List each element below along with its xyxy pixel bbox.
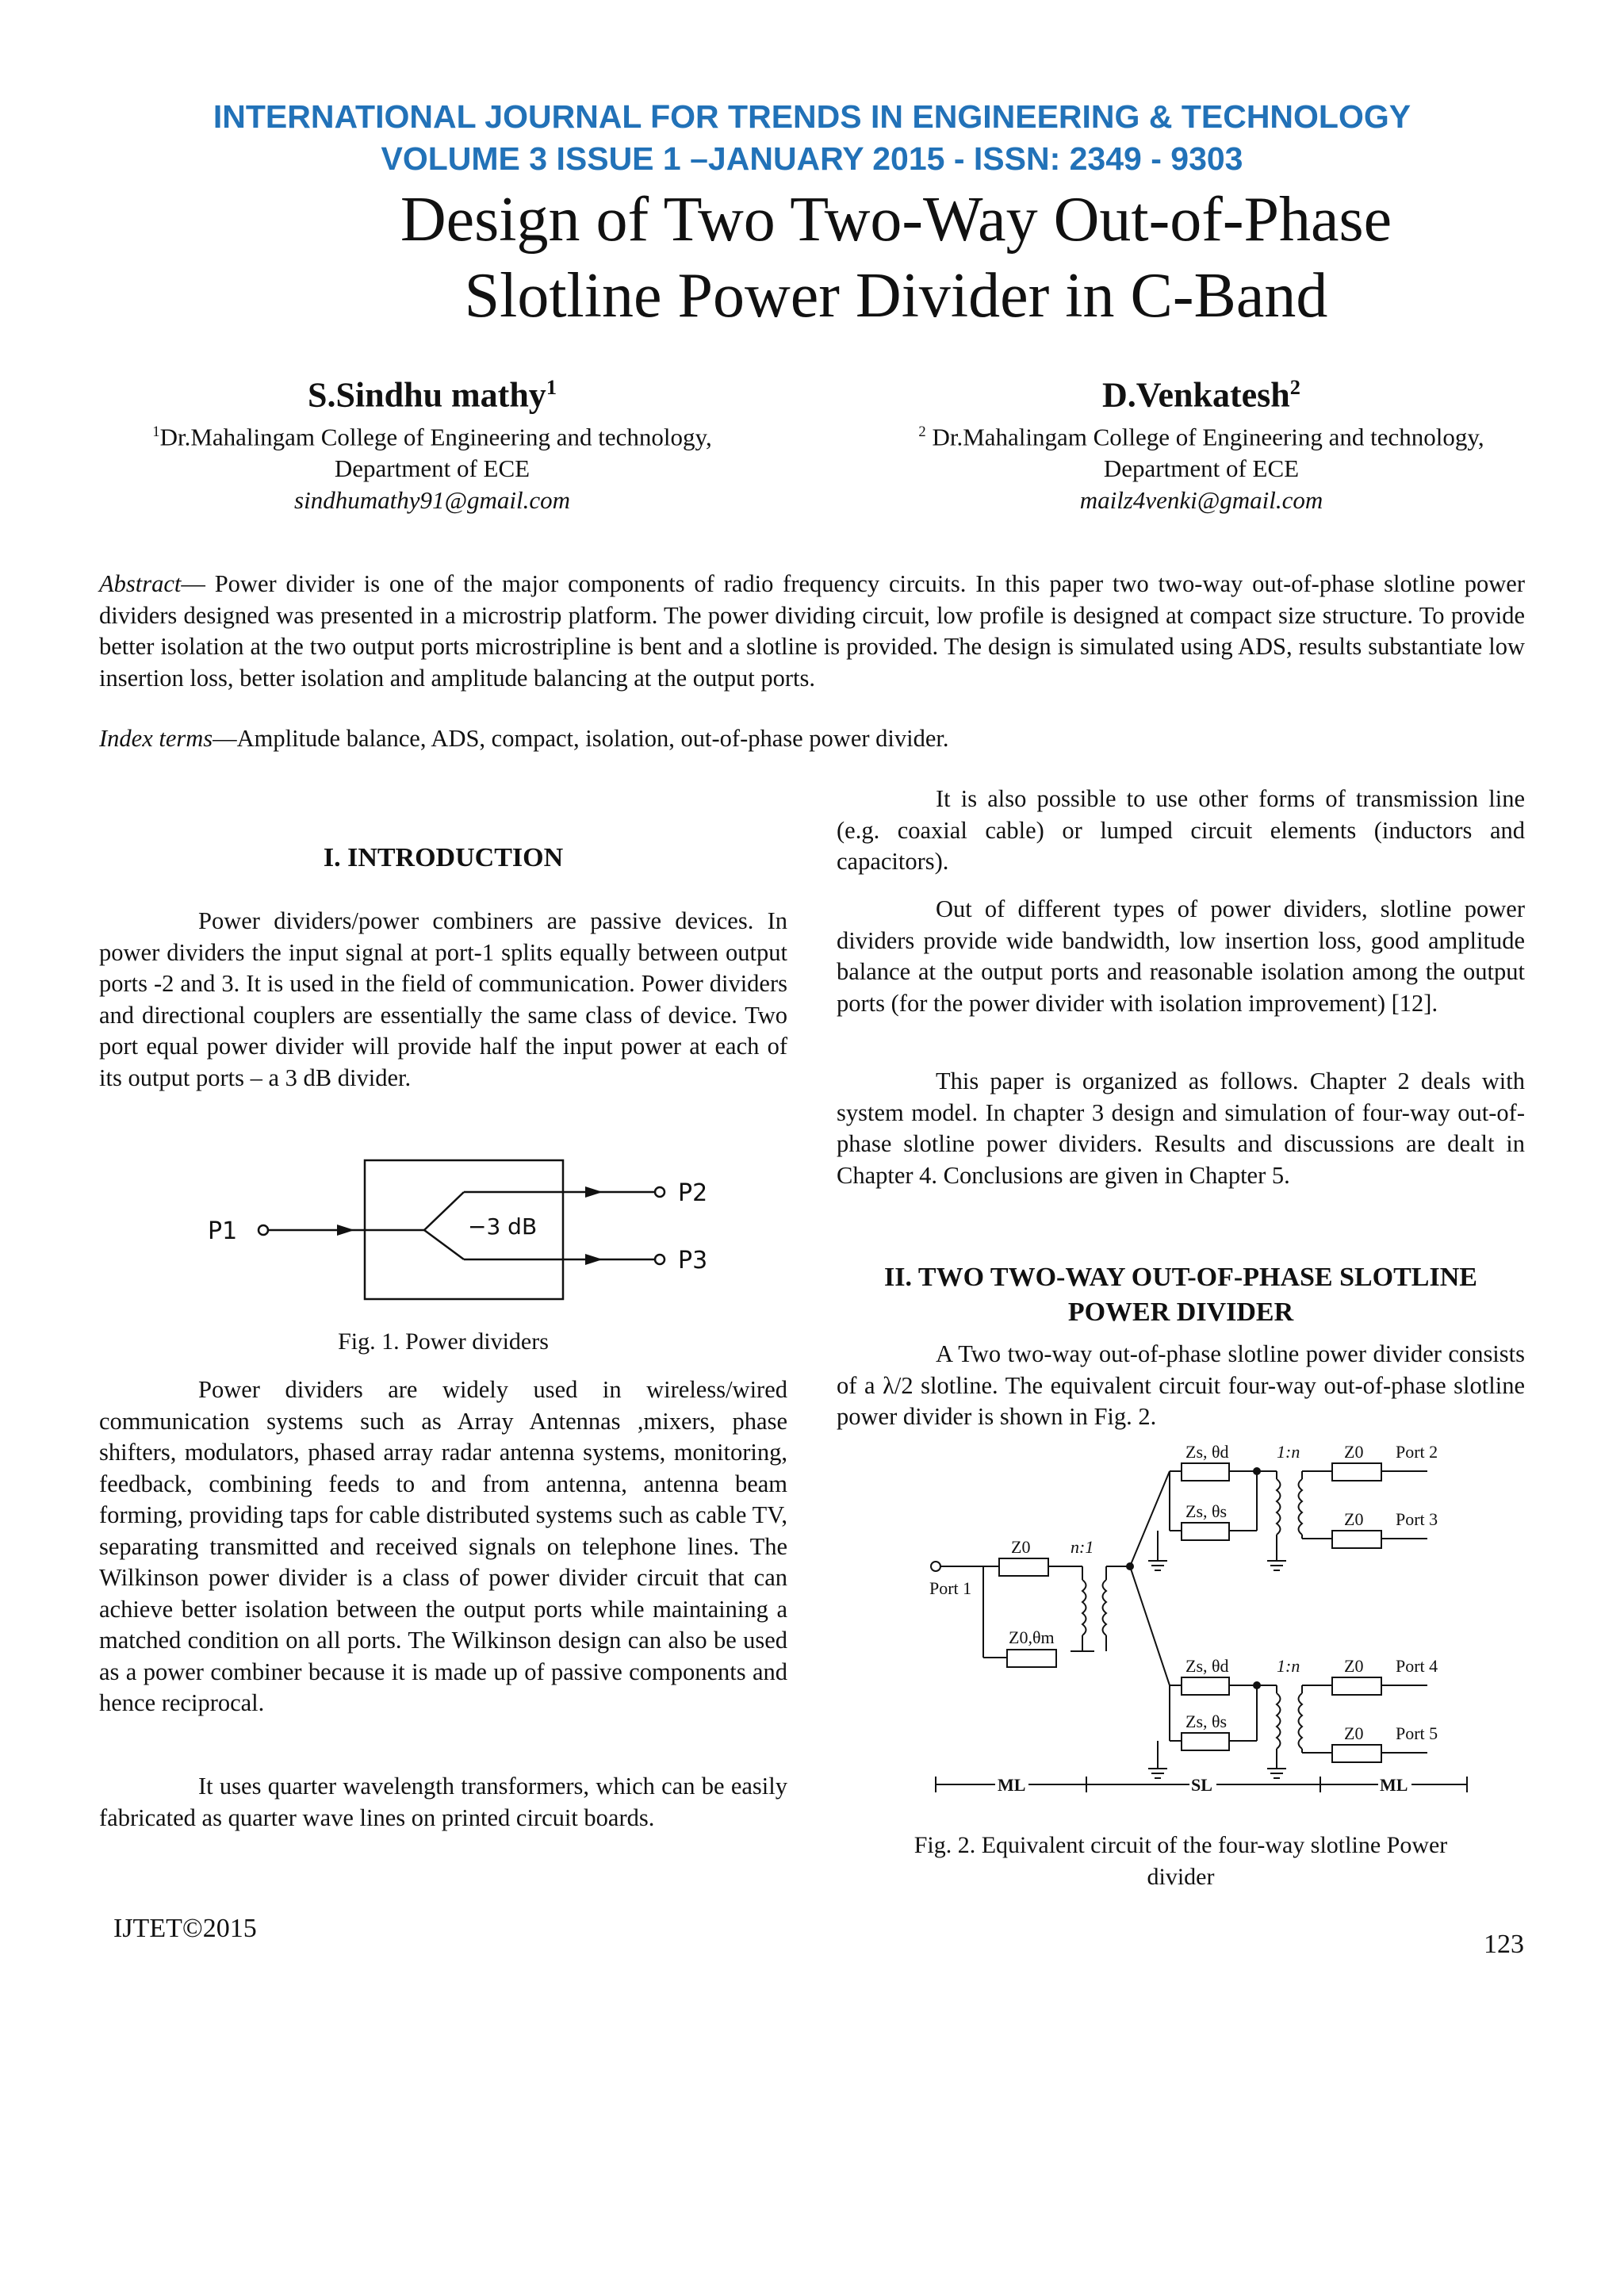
fig2-zsd-upper-label: Zs, θd <box>1185 1443 1229 1462</box>
index-terms-label: Index terms <box>99 725 213 752</box>
section-2-heading-line1: II. TWO TWO-WAY OUT-OF-PHASE SLOTLINE <box>884 1263 1477 1292</box>
intro-paragraph-1: Power dividers/power combiners are passive devices. In power dividers the input signal at port-1 splits equally between output ports -2 and 3. It is used in the field of communication. Power dividers and directional couplers are essentially the same class of device. Two port equal power divider will provide half the input power at each of its output ports – a 3 dB divider. <box>99 907 787 1091</box>
fig1-output-p3-label: P3 <box>678 1247 708 1274</box>
fig2-zsd-lower-label: Zs, θd <box>1185 1656 1229 1676</box>
author-2-affiliation: $^2$ Dr.Mahalingam College of Engineering and technology, <box>918 422 1484 450</box>
author-1-name: S.Sindhu mathy$^1$ <box>307 375 557 415</box>
index-terms <box>99 723 1525 755</box>
abstract-label: Abstract <box>99 570 182 597</box>
intro-paragraph-3: It uses quarter wavelength transformers, which can be easily fabricated as quarter wave lines on printed circuit boards. <box>99 1773 787 1831</box>
author-1-affiliation: $^1$Dr.Mahalingam College of Engineering and technology, <box>152 422 712 450</box>
fig2-port1-label: Port 1 <box>929 1578 972 1598</box>
fig1-output-p2-label: P2 <box>678 1179 708 1207</box>
intro-paragraph-2: Power dividers are widely used in wireless/wired communication systems such as Array Antennas ,mixers, phase shifters, modulators, phased array radar antenna systems, monitoring, feedback, combining feeds to and from antenna, antenna beam forming, providing taps for cable distributed systems such as cable TV, separating transmitted and received signals on telephone lines. The Wilkinson power divider is a class of power divider circuit that can achieve better isolation between the output ports while maintaining a matched condition on all ports. The Wilkinson design can also be used as a power combiner because it is made up of passive components and hence reciprocal. <box>99 1376 787 1716</box>
fig2-sl-label: SL <box>1191 1775 1212 1792</box>
paper-title-line2: Slotline Power Divider in C-Band <box>464 261 1328 331</box>
fig2-ml-left-label: ML <box>998 1775 1026 1792</box>
section-2-paragraph-1: A Two two-way out-of-phase slotline power divider consists of a λ/2 slotline. The equivalent circuit four-way out-of-phase slotline power divider is shown in Fig. 2. <box>837 1340 1525 1430</box>
journal-volume: VOLUME 3 ISSUE 1 –JANUARY 2015 - ISSN: 2349 - 9303 <box>381 140 1243 177</box>
figure-2-caption-line2: divider <box>1147 1864 1215 1890</box>
author-2-department: Department of ECE <box>1103 454 1300 482</box>
figure-2-equivalent-circuit <box>920 1443 1507 1792</box>
index-terms-text: —Amplitude balance, ADS, compact, isolation, out-of-phase power divider. <box>213 725 949 752</box>
fig2-ml-right-label: ML <box>1380 1775 1408 1792</box>
figure-2-caption-line1: Fig. 2. Equivalent circuit of the four-way slotline Power <box>914 1832 1448 1858</box>
section-2-heading-line2: POWER DIVIDER <box>1067 1297 1294 1327</box>
author-2-email[interactable]: mailz4venki@gmail.com <box>1079 485 1323 514</box>
fig2-ratio-upper-label: 1:n <box>1277 1443 1300 1462</box>
fig2-z0-port5-label: Z0 <box>1344 1723 1364 1743</box>
fig2-ratio-lower-label: 1:n <box>1277 1656 1300 1676</box>
abstract-text: — Power divider is one of the major components of radio frequency circuits. In this paper two two-way out-of-phase slotline power dividers designed was presented in a microstrip platform. The power dividing circuit, low profile is designed at compact size structure. To provide better isolation at the two output ports microstripline is bent and a slotline is provided. The design is simulated using ADS, results substantiate low insertion loss, better isolation and amplitude balancing at the output ports. <box>99 570 1525 692</box>
fig2-port3-label: Port 3 <box>1396 1509 1438 1529</box>
intro-paragraph-4: It is also possible to use other forms of transmission line (e.g. coaxial cable) or lumped circuit elements (inductors and capacitors). <box>837 785 1525 875</box>
author-2 <box>833 366 1570 516</box>
fig2-port2-label: Port 2 <box>1396 1443 1438 1462</box>
fig2-zss-upper-label: Zs, θs <box>1185 1501 1228 1521</box>
author-1-department: Department of ECE <box>334 454 530 482</box>
fig1-block-label: −3 dB <box>468 1213 538 1240</box>
section-1-heading: I. INTRODUCTION <box>323 843 564 872</box>
author-1 <box>63 366 801 516</box>
figure-2-caption <box>837 1830 1525 1893</box>
author-1-email[interactable]: sindhumathy91@gmail.com <box>294 485 570 514</box>
journal-name: INTERNATIONAL JOURNAL FOR TRENDS IN ENGINEERING & TECHNOLOGY <box>213 98 1411 135</box>
paper-title-line1: Design of Two Two-Way Out-of-Phase <box>400 185 1392 255</box>
abstract <box>99 569 1525 694</box>
footer-copyright: IJTET©2015 <box>113 1914 257 1943</box>
figure-1-power-divider <box>198 1148 737 1307</box>
fig2-z0m-label: Z0,θm <box>1009 1627 1055 1647</box>
fig1-input-label: P1 <box>208 1217 238 1245</box>
fig2-z0-input-label: Z0 <box>1011 1537 1031 1557</box>
page-number: 123 <box>1484 1930 1524 1959</box>
section-2-heading <box>821 1260 1541 1330</box>
intro-paragraph-6: This paper is organized as follows. Chapter 2 deals with system model. In chapter 3 design and simulation of four-way out-of-phase slotline power dividers. Results and discussions are dealt in Chapter 4. Conclusions are given in Chapter 5. <box>837 1068 1525 1189</box>
fig2-port4-label: Port 4 <box>1396 1656 1438 1676</box>
intro-paragraph-5: Out of different types of power dividers, slotline power dividers provide wide bandwidth, low insertion loss, good amplitude balance at the output ports and reasonable isolation among the output ports (for the power divider with isolation improvement) [12]. <box>837 895 1525 1017</box>
fig2-zss-lower-label: Zs, θs <box>1185 1711 1228 1731</box>
author-2-name: D.Venkatesh$^2$ <box>1102 375 1300 415</box>
fig2-z0-port3-label: Z0 <box>1344 1509 1364 1529</box>
fig2-z0-port2-label: Z0 <box>1344 1443 1364 1462</box>
fig2-port5-label: Port 5 <box>1396 1723 1438 1743</box>
fig2-z0-port4-label: Z0 <box>1344 1656 1364 1676</box>
fig2-ratio-input-label: n:1 <box>1071 1537 1094 1557</box>
figure-1-caption: Fig. 1. Power dividers <box>338 1328 549 1355</box>
